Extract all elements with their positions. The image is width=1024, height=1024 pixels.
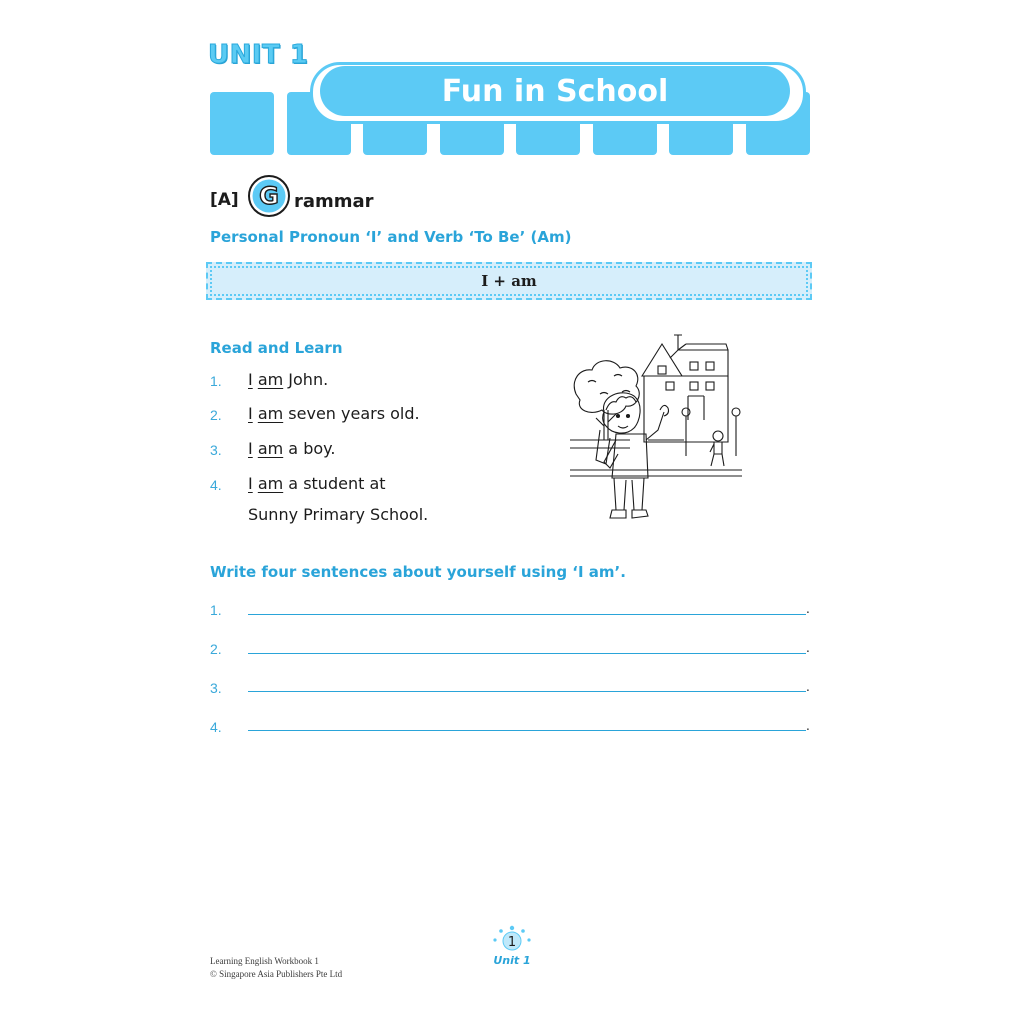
formula-box bbox=[206, 262, 812, 300]
line-number: 3. bbox=[210, 680, 222, 696]
grammar-subtitle: Personal Pronoun ‘I’ and Verb ‘To Be’ (Am) bbox=[210, 228, 572, 246]
list-item-sentence bbox=[248, 474, 386, 493]
read-and-learn-title: Read and Learn bbox=[210, 339, 343, 357]
verb: am bbox=[257, 370, 284, 389]
page-number: 1 bbox=[507, 935, 517, 950]
list-item bbox=[210, 371, 222, 390]
copyright: © Singapore Asia Publishers Pte Ltd bbox=[210, 969, 343, 979]
pronoun: I bbox=[248, 404, 253, 423]
title-banner bbox=[320, 66, 790, 116]
sentence-rest: John. bbox=[288, 370, 329, 389]
formula-text: I + am bbox=[481, 272, 537, 290]
list-item-sentence bbox=[248, 370, 328, 389]
unit-label: UNIT 1 bbox=[208, 40, 309, 70]
item-number: 2. bbox=[210, 407, 222, 423]
line-number: 1. bbox=[210, 602, 222, 618]
writing-line[interactable] bbox=[248, 691, 806, 692]
list-item-sentence bbox=[248, 439, 335, 458]
header-tile bbox=[210, 92, 274, 155]
sentence-rest: a student at bbox=[288, 474, 386, 493]
boy-at-school-illustration bbox=[566, 330, 742, 530]
writing-line[interactable] bbox=[248, 653, 806, 654]
pronoun: I bbox=[248, 439, 253, 458]
page-unit: Unit 1 bbox=[493, 954, 531, 967]
line-number: 4. bbox=[210, 719, 222, 735]
verb: am bbox=[257, 404, 284, 423]
pronoun: I bbox=[248, 474, 253, 493]
grammar-heading: rammar bbox=[294, 191, 374, 212]
list-item-sentence-continued: Sunny Primary School. bbox=[248, 505, 429, 524]
list-item bbox=[210, 405, 222, 424]
book-title: Learning English Workbook 1 bbox=[210, 956, 319, 966]
item-number: 4. bbox=[210, 477, 222, 493]
list-item bbox=[210, 440, 222, 459]
page-title: Fun in School bbox=[441, 73, 669, 109]
sentence-rest: seven years old. bbox=[288, 404, 420, 423]
list-item bbox=[210, 475, 222, 494]
line-end-period: . bbox=[806, 602, 810, 616]
writing-line[interactable] bbox=[248, 614, 806, 615]
line-end-period: . bbox=[806, 719, 810, 733]
writing-prompt: Write four sentences about yourself using ‘I am’. bbox=[210, 563, 626, 581]
line-end-period: . bbox=[806, 641, 810, 655]
pronoun: I bbox=[248, 370, 253, 389]
item-number: 1. bbox=[210, 373, 222, 389]
list-item-sentence bbox=[248, 404, 420, 423]
sentence-rest: a boy. bbox=[288, 439, 336, 458]
grammar-icon bbox=[247, 174, 291, 218]
grammar-icon-letter: G bbox=[259, 182, 279, 210]
writing-line[interactable] bbox=[248, 730, 806, 731]
line-number: 2. bbox=[210, 641, 222, 657]
section-marker: [A] bbox=[210, 190, 239, 210]
item-number: 3. bbox=[210, 442, 222, 458]
line-end-period: . bbox=[806, 680, 810, 694]
page-number-badge bbox=[490, 924, 534, 968]
verb: am bbox=[257, 474, 284, 493]
verb: am bbox=[257, 439, 284, 458]
